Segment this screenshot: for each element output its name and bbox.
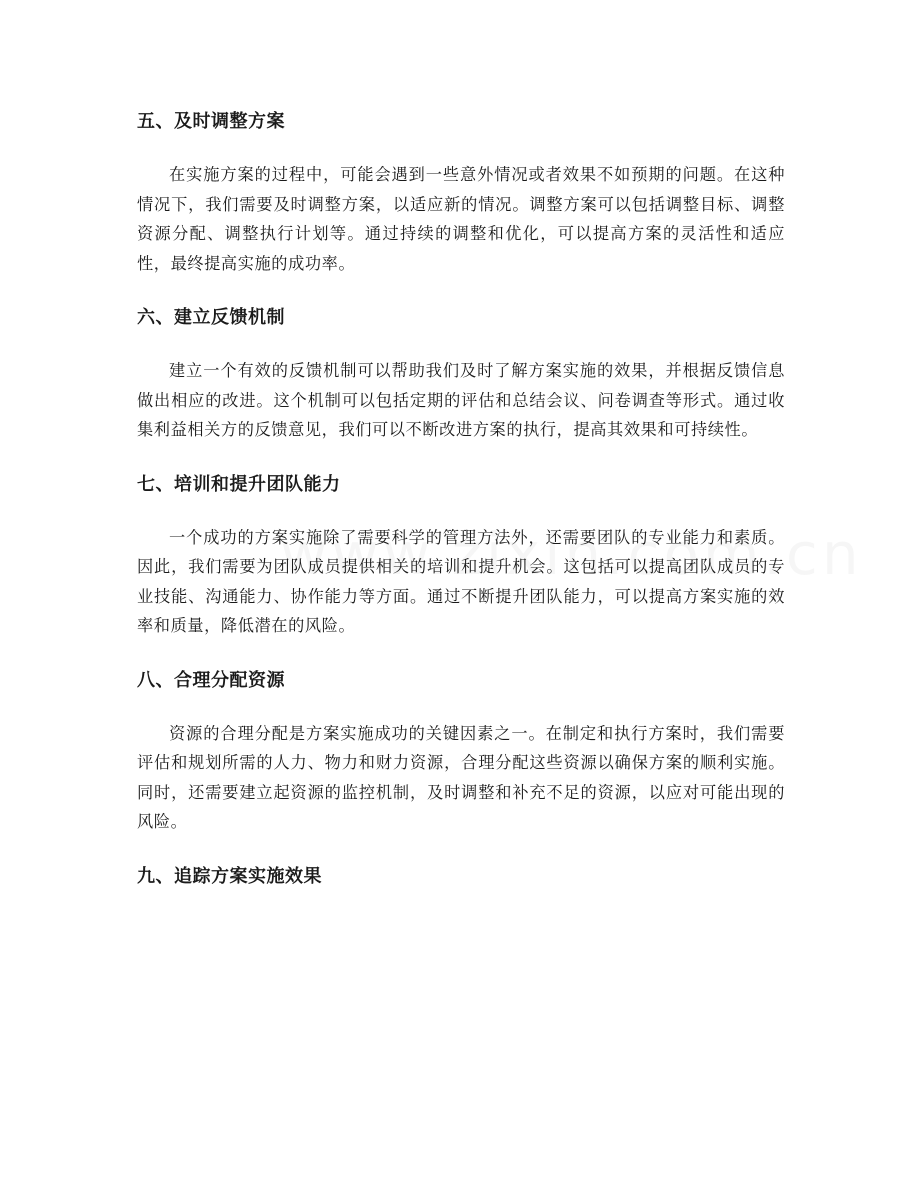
section-8 [137,663,785,837]
section-9 [137,859,785,895]
section-7 [137,467,785,641]
section-5 [137,104,785,278]
section-heading: 六、建立反馈机制 [137,307,285,328]
section-paragraph: 资源的合理分配是方案实施成功的关键因素之一。在制定和执行方案时，我们需要评估和规划所需的人力、物力和财力资源，合理分配这些资源以确保方案的顺利实施。同时，还需要建立起资源的监控机制，及时调整和补充不足的资源，以应对可能出现的风险。 [137,723,785,831]
section-paragraph: 建立一个有效的反馈机制可以帮助我们及时了解方案实施的效果，并根据反馈信息做出相应的改进。这个机制可以包括定期的评估和总结会议、问卷调查等形式。通过收集利益相关方的反馈意见，我们可以不断改进方案的执行，提高其效果和可持续性。 [137,361,785,439]
section-heading: 五、及时调整方案 [137,111,285,132]
section-6 [137,300,785,445]
section-heading: 九、追踪方案实施效果 [137,865,322,887]
document-body [137,104,785,915]
section-heading: 七、培训和提升团队能力 [137,473,341,495]
section-heading: 八、合理分配资源 [137,669,285,691]
section-paragraph: 一个成功的方案实施除了需要科学的管理方法外，还需要团队的专业能力和素质。因此，我们需要为团队成员提供相关的培训和提升机会。这包括可以提高团队成员的专业技能、沟通能力、协作能力等方面。通过不断提升团队能力，可以提高方案实施的效率和质量，降低潜在的风险。 [137,527,785,635]
section-paragraph: 在实施方案的过程中，可能会遇到一些意外情况或者效果不如预期的问题。在这种情况下，我们需要及时调整方案，以适应新的情况。调整方案可以包括调整目标、调整资源分配、调整执行计划等。通过持续的调整和优化，可以提高方案的灵活性和适应性，最终提高实施的成功率。 [137,165,785,273]
